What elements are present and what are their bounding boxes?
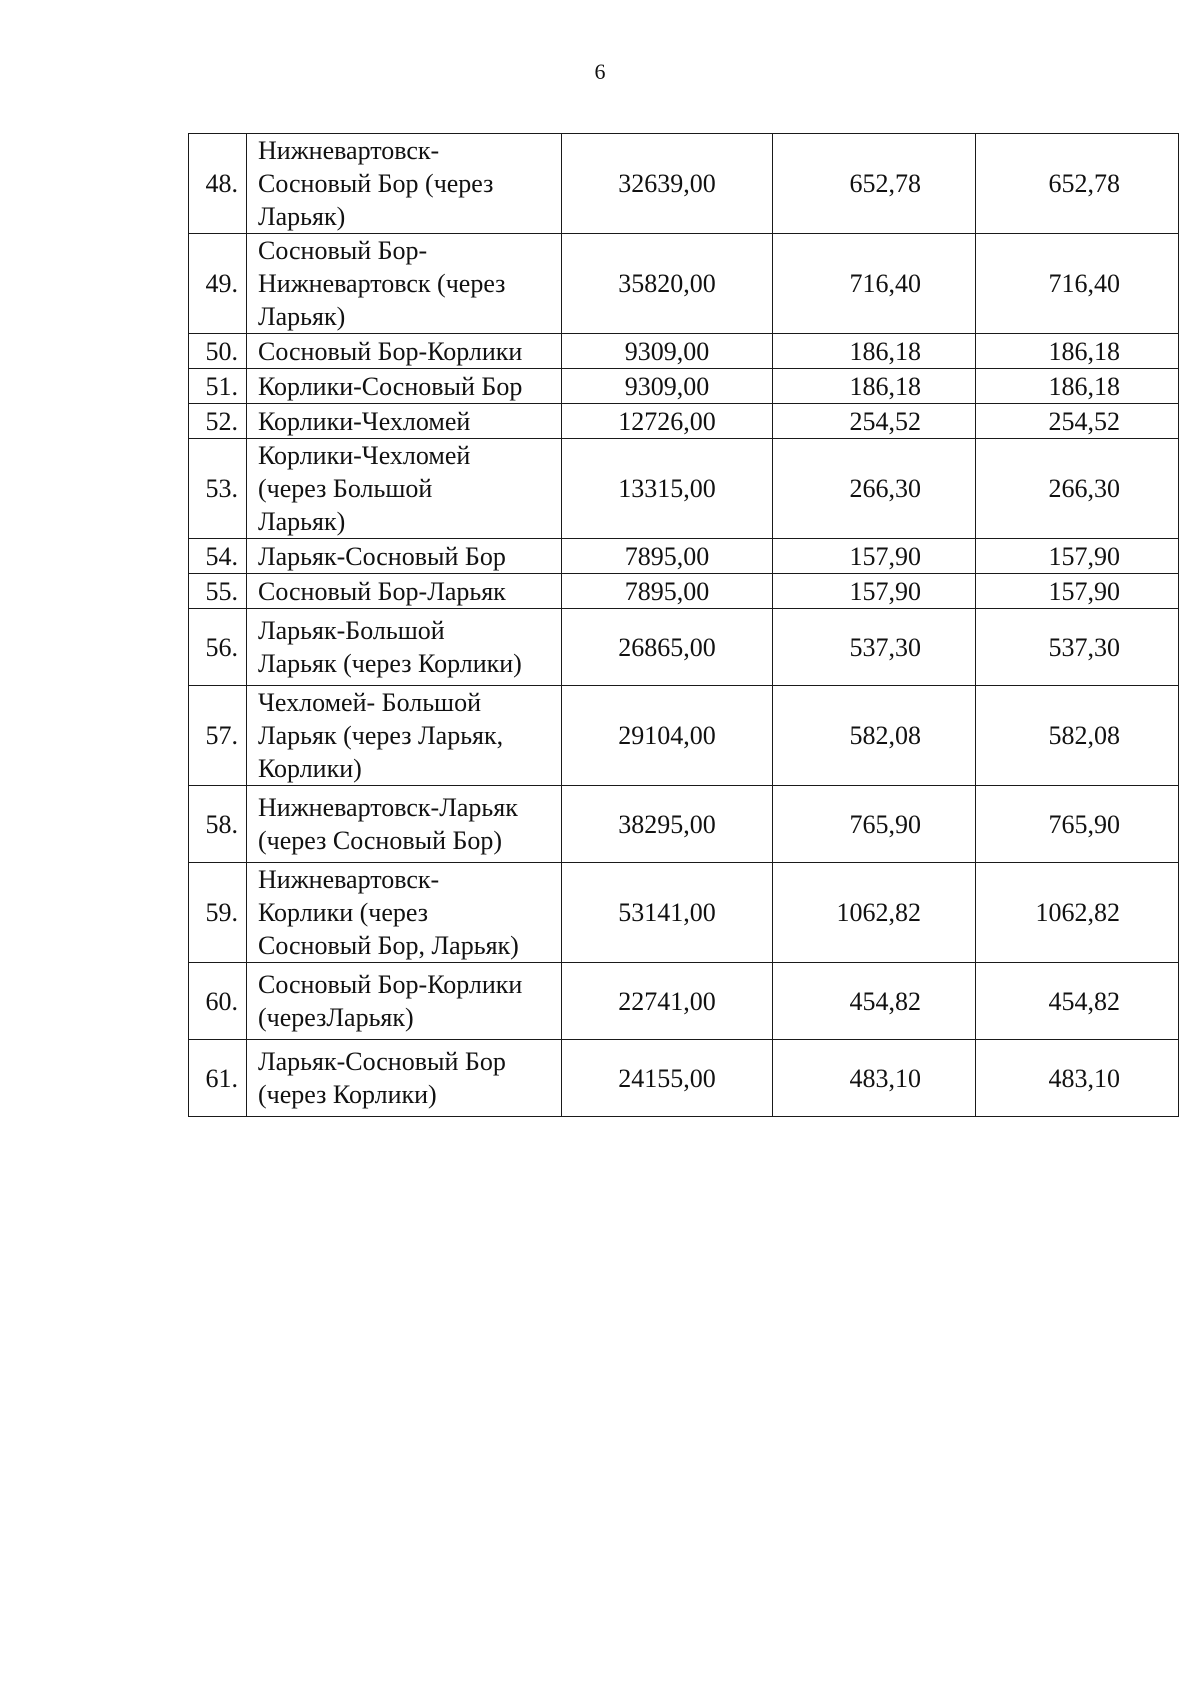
route-name-line: Ларьяк)	[258, 507, 346, 536]
distance-value: 12726,00	[562, 404, 773, 439]
table-row	[189, 439, 1179, 539]
route-name-line: Нижневартовск-	[258, 136, 440, 165]
table-row	[189, 234, 1179, 334]
route-name-line: (черезЛарьяк)	[258, 1003, 414, 1032]
rate-value-1: 652,78	[773, 134, 976, 234]
distance-value: 53141,00	[562, 863, 773, 963]
route-name	[247, 234, 562, 334]
route-name-line: (через Корлики)	[258, 1080, 437, 1109]
row-number: 53.	[189, 439, 247, 539]
route-name-line: Сосновый Бор-Ларьяк	[258, 576, 506, 606]
rate-value-2: 582,08	[976, 686, 1179, 786]
distance-value: 24155,00	[562, 1040, 773, 1117]
table-body	[189, 134, 1179, 1117]
route-name	[247, 574, 562, 609]
route-name-line: Ларьяк)	[258, 302, 346, 331]
page-number: 6	[594, 59, 606, 84]
rate-value-2: 537,30	[976, 609, 1179, 686]
route-name-line: Корлики-Сосновый Бор	[258, 371, 523, 401]
rate-value-2: 652,78	[976, 134, 1179, 234]
route-name	[247, 334, 562, 369]
table-row	[189, 539, 1179, 574]
rate-value-2: 483,10	[976, 1040, 1179, 1117]
row-number: 51.	[189, 369, 247, 404]
rate-value-2: 254,52	[976, 404, 1179, 439]
distance-value: 32639,00	[562, 134, 773, 234]
distance-value: 38295,00	[562, 786, 773, 863]
rate-value-2: 1062,82	[976, 863, 1179, 963]
distance-value: 29104,00	[562, 686, 773, 786]
rate-value-2: 266,30	[976, 439, 1179, 539]
route-name	[247, 863, 562, 963]
route-name-line: Корлики-Чехломей	[258, 406, 471, 436]
route-name-line: Нижневартовск-Ларьяк	[258, 793, 518, 822]
rate-value-2: 186,18	[976, 369, 1179, 404]
rate-value-1: 454,82	[773, 963, 976, 1040]
rate-value-1: 582,08	[773, 686, 976, 786]
rate-value-1: 765,90	[773, 786, 976, 863]
distance-value: 7895,00	[562, 574, 773, 609]
distance-value: 22741,00	[562, 963, 773, 1040]
row-number: 52.	[189, 404, 247, 439]
route-name-line: Корлики)	[258, 754, 362, 783]
route-name-line: Сосновый Бор-	[258, 236, 428, 265]
row-number: 48.	[189, 134, 247, 234]
route-name	[247, 369, 562, 404]
rate-value-1: 483,10	[773, 1040, 976, 1117]
rate-value-1: 537,30	[773, 609, 976, 686]
rate-value-2: 454,82	[976, 963, 1179, 1040]
route-tariff-table	[188, 133, 1179, 1117]
route-name	[247, 439, 562, 539]
route-name	[247, 609, 562, 686]
table-row	[189, 863, 1179, 963]
route-name	[247, 404, 562, 439]
row-number: 49.	[189, 234, 247, 334]
row-number: 58.	[189, 786, 247, 863]
route-name-line: Ларьяк)	[258, 202, 346, 231]
rate-value-2: 186,18	[976, 334, 1179, 369]
route-name	[247, 539, 562, 574]
table-row	[189, 404, 1179, 439]
table-row	[189, 963, 1179, 1040]
table-row	[189, 686, 1179, 786]
route-name-line: Сосновый Бор, Ларьяк)	[258, 931, 519, 960]
row-number: 50.	[189, 334, 247, 369]
rate-value-1: 157,90	[773, 574, 976, 609]
table-row	[189, 574, 1179, 609]
table-row	[189, 786, 1179, 863]
table-row	[189, 609, 1179, 686]
rate-value-1: 716,40	[773, 234, 976, 334]
route-name-line: Сосновый Бор-Корлики	[258, 336, 523, 366]
table-row	[189, 334, 1179, 369]
route-name-line: Нижневартовск (через	[258, 269, 506, 298]
rate-value-2: 716,40	[976, 234, 1179, 334]
row-number: 55.	[189, 574, 247, 609]
route-name-line: Сосновый Бор (через	[258, 169, 494, 198]
table-row	[189, 369, 1179, 404]
distance-value: 35820,00	[562, 234, 773, 334]
route-name-line: Чехломей- Большой	[258, 688, 481, 717]
route-name	[247, 134, 562, 234]
row-number: 61.	[189, 1040, 247, 1117]
route-name-line: Сосновый Бор-Корлики	[258, 970, 523, 999]
rate-value-1: 1062,82	[773, 863, 976, 963]
distance-value: 7895,00	[562, 539, 773, 574]
route-name	[247, 1040, 562, 1117]
distance-value: 13315,00	[562, 439, 773, 539]
route-name-line: (через Большой	[258, 474, 433, 503]
route-name-line: Ларьяк-Сосновый Бор	[258, 541, 506, 571]
route-name-line: Ларьяк (через Ларьяк,	[258, 721, 504, 750]
route-name-line: Корлики-Чехломей	[258, 441, 471, 470]
route-name-line: Нижневартовск-	[258, 865, 440, 894]
rate-value-2: 157,90	[976, 574, 1179, 609]
route-name-line: Корлики (через	[258, 898, 429, 927]
row-number: 56.	[189, 609, 247, 686]
rate-value-1: 186,18	[773, 334, 976, 369]
route-name	[247, 786, 562, 863]
route-name-line: Ларьяк (через Корлики)	[258, 649, 522, 678]
distance-value: 9309,00	[562, 334, 773, 369]
row-number: 57.	[189, 686, 247, 786]
route-name	[247, 686, 562, 786]
rate-value-2: 765,90	[976, 786, 1179, 863]
table-row	[189, 134, 1179, 234]
rate-value-1: 186,18	[773, 369, 976, 404]
rate-value-1: 254,52	[773, 404, 976, 439]
route-name-line: Ларьяк-Большой	[258, 616, 445, 645]
table-row	[189, 1040, 1179, 1117]
distance-value: 26865,00	[562, 609, 773, 686]
rate-value-2: 157,90	[976, 539, 1179, 574]
row-number: 60.	[189, 963, 247, 1040]
row-number: 59.	[189, 863, 247, 963]
route-name-line: (через Сосновый Бор)	[258, 826, 503, 855]
rate-value-1: 157,90	[773, 539, 976, 574]
row-number: 54.	[189, 539, 247, 574]
route-name-line: Ларьяк-Сосновый Бор	[258, 1047, 506, 1076]
rate-value-1: 266,30	[773, 439, 976, 539]
route-name	[247, 963, 562, 1040]
distance-value: 9309,00	[562, 369, 773, 404]
